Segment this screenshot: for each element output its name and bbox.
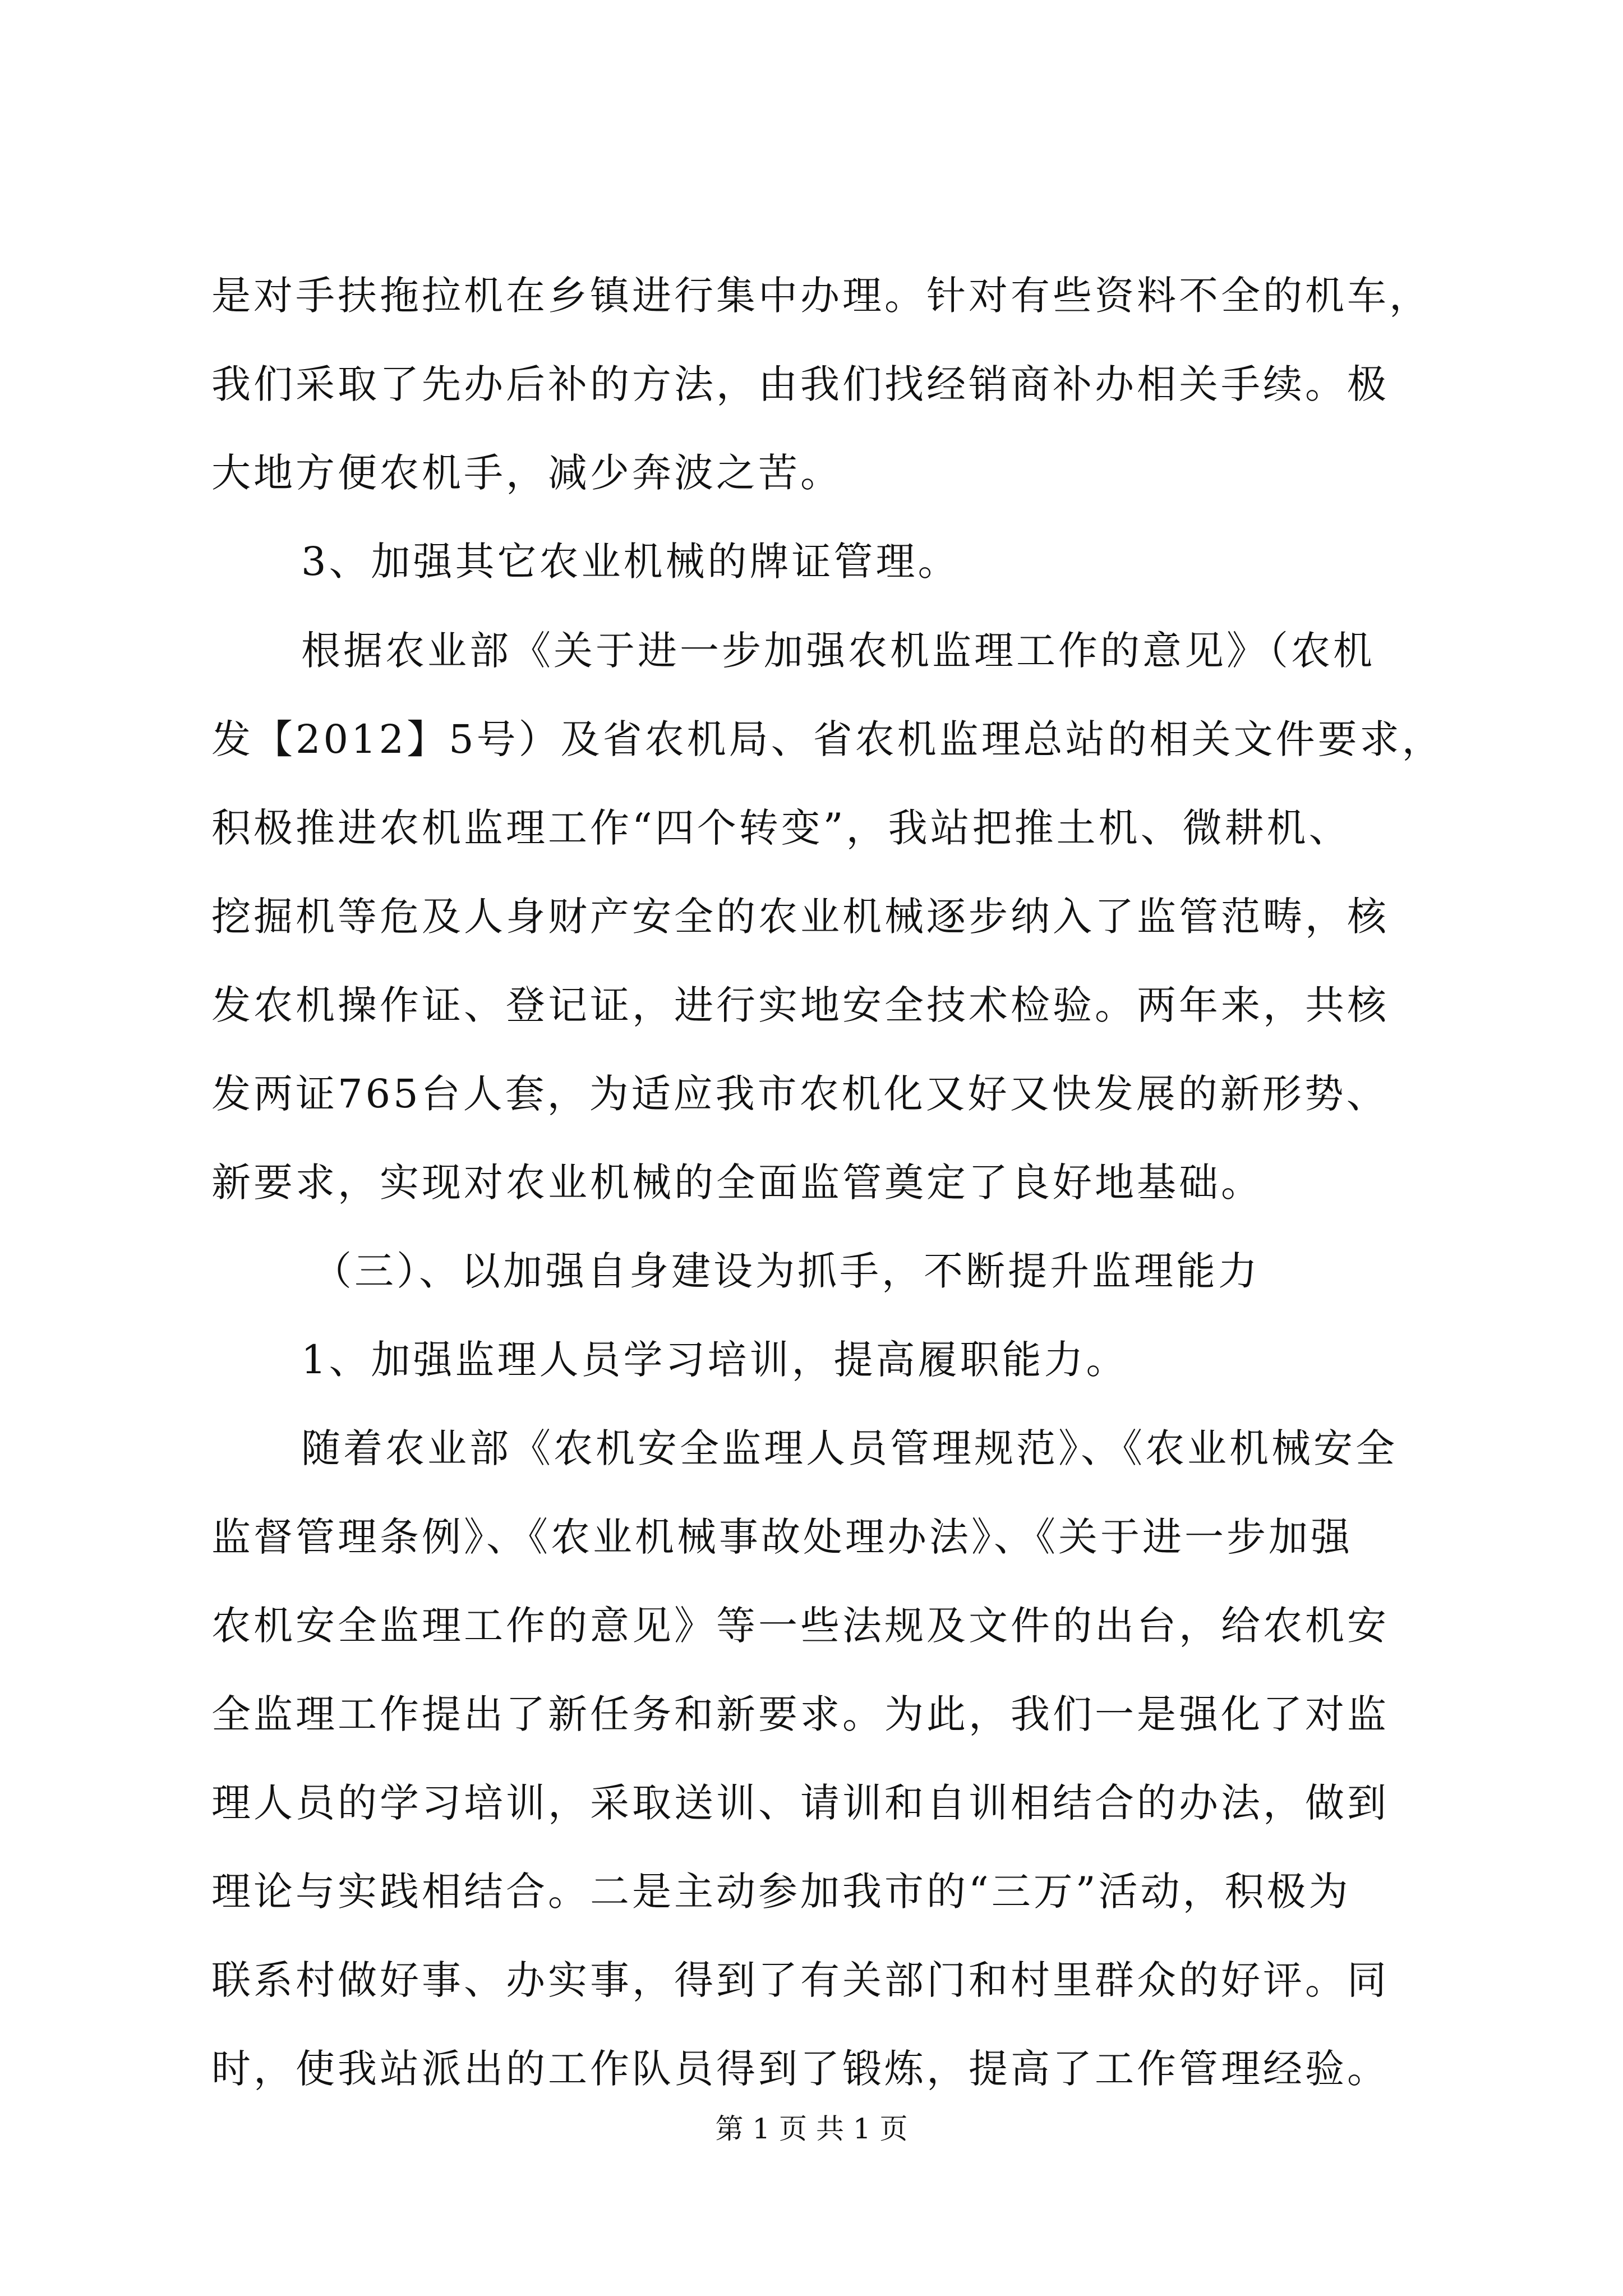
- body-line: 理人员的学习培训，采取送训、请训和自训相结合的办法，做到: [211, 1780, 1389, 1826]
- body-line: 挖掘机等危及人身财产安全的农业机械逐步纳入了监管范畴，核: [211, 894, 1389, 940]
- body-line: 积极推进农机监理工作“四个转变”，我站把推土机、微耕机、: [211, 805, 1351, 851]
- body-line: 全监理工作提出了新任务和新要求。为此，我们一是强化了对监: [211, 1691, 1389, 1737]
- body-line: 农机安全监理工作的意见》等一些法规及文件的出台，给农机安: [211, 1603, 1389, 1649]
- body-line: 新要求，实现对农业机械的全面监管奠定了良好地基础。: [211, 1159, 1263, 1205]
- subheading: 1、加强监理人员学习培训，提高履职能力。: [301, 1337, 1128, 1383]
- body-line: 发两证765台人套，为适应我市农机化又好又快发展的新形势、: [211, 1071, 1389, 1117]
- body-line: 时，使我站派出的工作队员得到了锻炼，提高了工作管理经验。: [211, 2046, 1389, 2092]
- body-line: 监督管理条例》、《农业机械事故处理办法》、《关于进一步加强: [211, 1514, 1353, 1560]
- body-line: 理论与实践相结合。二是主动参加我市的“三万”活动，积极为: [211, 1869, 1351, 1915]
- body-line: 是对手扶拖拉机在乡镇进行集中办理。针对有些资料不全的机车，: [211, 273, 1431, 319]
- body-line: 发【2012】5号）及省农机局、省农机监理总站的相关文件要求，: [211, 716, 1444, 762]
- body-line: 发农机操作证、登记证，进行实地安全技术检验。两年来，共核: [211, 982, 1389, 1028]
- body-line: 大地方便农机手，减少奔波之苦。: [211, 450, 842, 496]
- subheading: 3、加强其它农业机械的牌证管理。: [301, 539, 960, 585]
- body-line: 根据农业部《关于进一步加强农机监理工作的意见》（农机: [301, 628, 1375, 674]
- body-line: 随着农业部《农机安全监理人员管理规范》、《农业机械安全: [301, 1425, 1398, 1471]
- body-line: 联系村做好事、办实事，得到了有关部门和村里群众的好评。同: [211, 1957, 1389, 2003]
- section-heading: （三）、以加强自身建设为抓手，不断提升监理能力: [312, 1248, 1260, 1294]
- body-line: 我们采取了先办后补的方法，由我们找经销商补办相关手续。极: [211, 361, 1389, 407]
- page-footer: 第 1 页 共 1 页: [715, 2113, 908, 2145]
